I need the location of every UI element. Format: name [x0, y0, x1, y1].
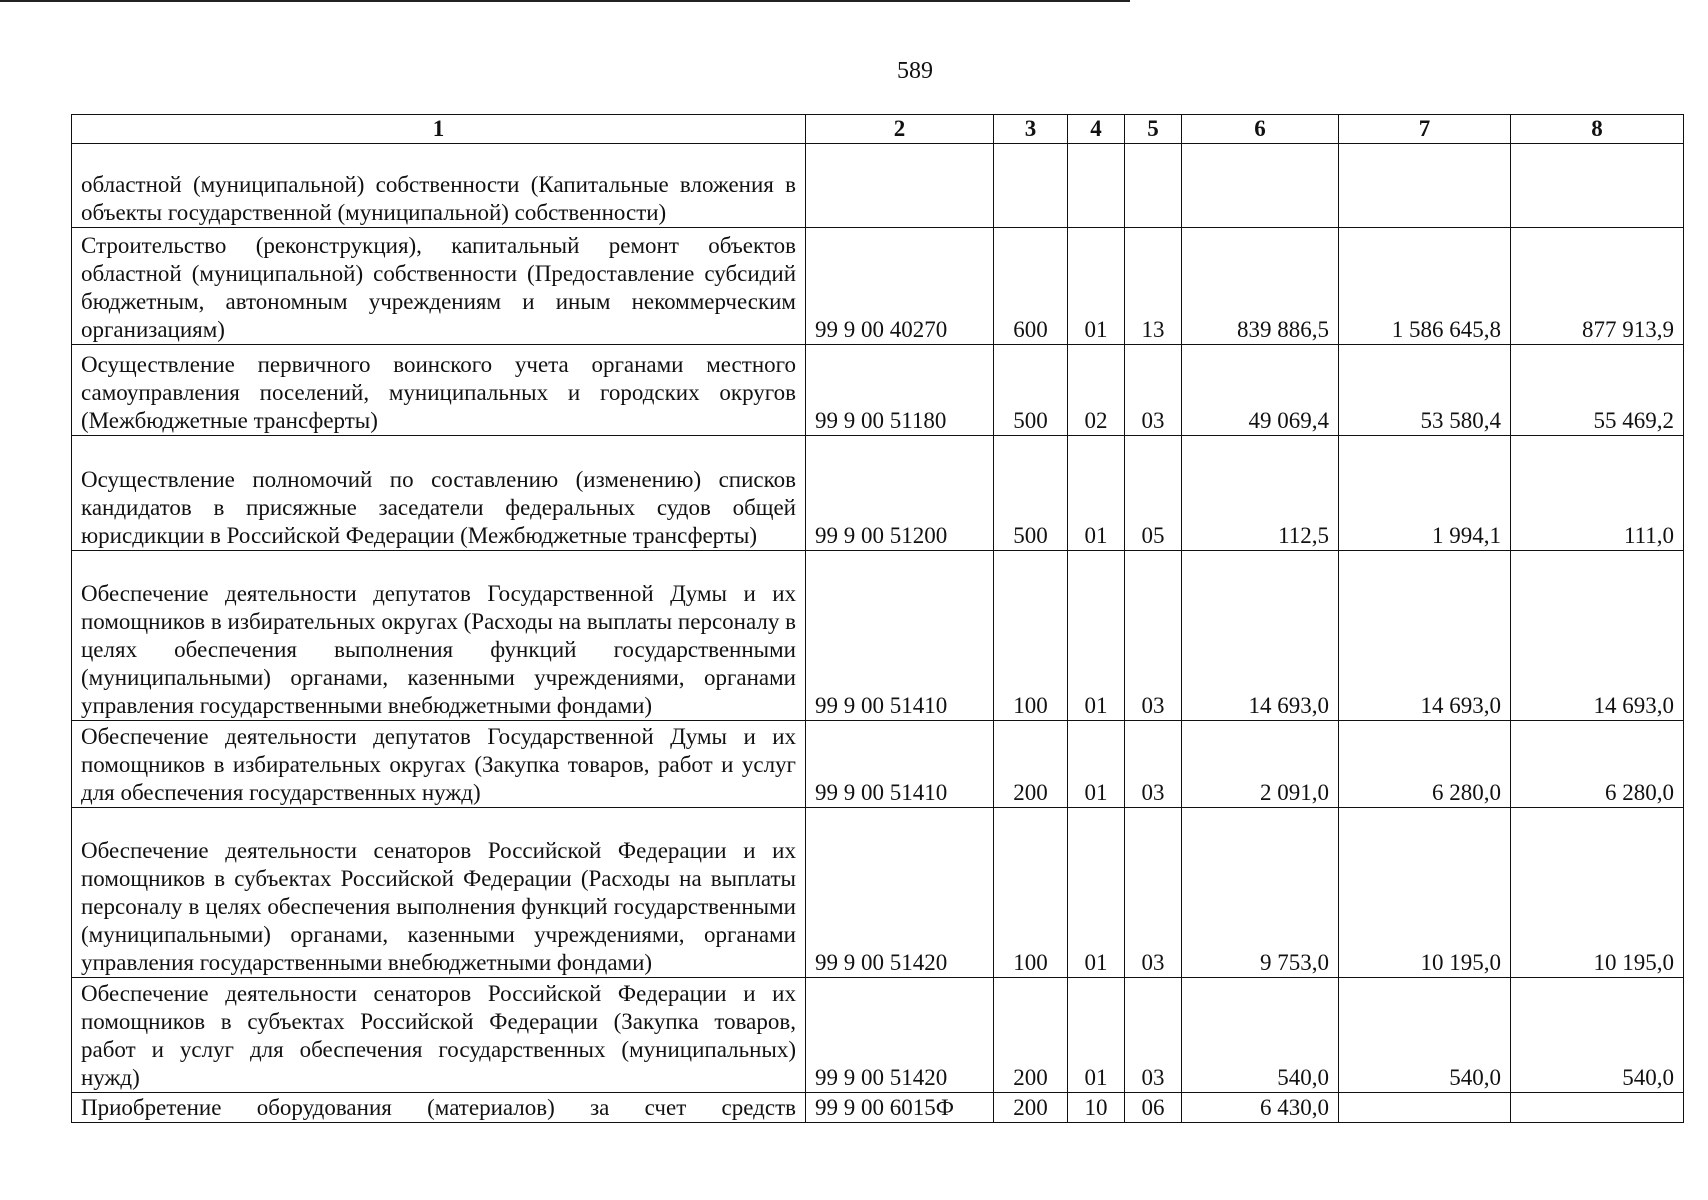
amount-col-8: [1511, 1093, 1684, 1123]
header-cell: 3: [994, 115, 1068, 144]
expense-type-code: 600: [994, 228, 1068, 345]
page-number: 589: [897, 58, 933, 84]
amount-col-6: 839 886,5: [1182, 228, 1339, 345]
row-description: Осуществление полномочий по составлению (изменению) списков кандидатов в присяжные заседатели федеральных судов общей юрисдикции в Российской Федерации (Межбюджетные трансферты): [72, 436, 806, 551]
amount-col-8: 55 469,2: [1511, 345, 1684, 436]
subsection-code: [1125, 144, 1182, 228]
subsection-code: 03: [1125, 551, 1182, 721]
target-article-code: 99 9 00 51420: [806, 978, 994, 1093]
header-cell: 5: [1125, 115, 1182, 144]
amount-col-7: 14 693,0: [1339, 551, 1511, 721]
section-code: 01: [1068, 721, 1125, 808]
amount-col-8: [1511, 144, 1684, 228]
target-article-code: 99 9 00 40270: [806, 228, 994, 345]
amount-col-7: [1339, 1093, 1511, 1123]
amount-col-6: 2 091,0: [1182, 721, 1339, 808]
table-row: [72, 1093, 1684, 1123]
amount-col-6: 49 069,4: [1182, 345, 1339, 436]
target-article-code: 99 9 00 51410: [806, 721, 994, 808]
section-code: 01: [1068, 436, 1125, 551]
section-code: 02: [1068, 345, 1125, 436]
header-row: [72, 115, 1684, 144]
row-description: областной (муниципальной) собственности (Капитальные вложения в объекты государственной (муниципальной) собственности): [72, 144, 806, 228]
section-code: 01: [1068, 978, 1125, 1093]
top-rule: [0, 0, 1130, 2]
section-code: [1068, 144, 1125, 228]
expense-type-code: 200: [994, 978, 1068, 1093]
amount-col-7: 1 586 645,8: [1339, 228, 1511, 345]
amount-col-7: 6 280,0: [1339, 721, 1511, 808]
target-article-code: [806, 144, 994, 228]
subsection-code: 13: [1125, 228, 1182, 345]
row-description: Обеспечение деятельности депутатов Государственной Думы и их помощников в избирательных округах (Расходы на выплаты персоналу в целях обеспечения выполнения функций государственными (муниципальными) органами, казенными учреждениями, органами управления государственными внебюджетными фондами): [72, 551, 806, 721]
subsection-code: 03: [1125, 345, 1182, 436]
table-row: [72, 721, 1684, 808]
row-description: Осуществление первичного воинского учета органами местного самоуправления поселений, муниципальных и городских округов (Межбюджетные трансферты): [72, 345, 806, 436]
row-description: Обеспечение деятельности сенаторов Российской Федерации и их помощников в субъектах Российской Федерации (Расходы на выплаты персоналу в целях обеспечения выполнения функций государственными (муниципальными) органами, казенными учреждениями, органами управления государственными внебюджетными фондами): [72, 808, 806, 978]
table-row: [72, 551, 1684, 721]
amount-col-7: 10 195,0: [1339, 808, 1511, 978]
amount-col-8: 540,0: [1511, 978, 1684, 1093]
target-article-code: 99 9 00 51200: [806, 436, 994, 551]
header-cell: 1: [72, 115, 806, 144]
target-article-code: 99 9 00 51420: [806, 808, 994, 978]
amount-col-8: 6 280,0: [1511, 721, 1684, 808]
expense-type-code: 500: [994, 345, 1068, 436]
amount-col-6: [1182, 144, 1339, 228]
table-row: [72, 808, 1684, 978]
amount-col-7: 1 994,1: [1339, 436, 1511, 551]
section-code: 01: [1068, 228, 1125, 345]
subsection-code: 06: [1125, 1093, 1182, 1123]
table-row: [72, 978, 1684, 1093]
header-cell: 6: [1182, 115, 1339, 144]
header-cell: 8: [1511, 115, 1684, 144]
section-code: 01: [1068, 808, 1125, 978]
amount-col-6: 540,0: [1182, 978, 1339, 1093]
row-description: Строительство (реконструкция), капитальный ремонт объектов областной (муниципальной) собственности (Предоставление субсидий бюджетным, автономным учреждениям и иным некоммерческим организациям): [72, 228, 806, 345]
row-description: Приобретение оборудования (материалов) за счет средств: [72, 1093, 806, 1123]
table-row: [72, 436, 1684, 551]
header-cell: 7: [1339, 115, 1511, 144]
section-code: 10: [1068, 1093, 1125, 1123]
expense-type-code: [994, 144, 1068, 228]
amount-col-8: 877 913,9: [1511, 228, 1684, 345]
expense-type-code: 100: [994, 551, 1068, 721]
budget-table: [71, 114, 1684, 1123]
amount-col-6: 9 753,0: [1182, 808, 1339, 978]
amount-col-8: 14 693,0: [1511, 551, 1684, 721]
amount-col-6: 6 430,0: [1182, 1093, 1339, 1123]
target-article-code: 99 9 00 51180: [806, 345, 994, 436]
amount-col-8: 10 195,0: [1511, 808, 1684, 978]
subsection-code: 05: [1125, 436, 1182, 551]
header-cell: 2: [806, 115, 994, 144]
subsection-code: 03: [1125, 808, 1182, 978]
amount-col-6: 112,5: [1182, 436, 1339, 551]
expense-type-code: 200: [994, 721, 1068, 808]
expense-type-code: 100: [994, 808, 1068, 978]
table-row: [72, 345, 1684, 436]
target-article-code: 99 9 00 51410: [806, 551, 994, 721]
subsection-code: 03: [1125, 721, 1182, 808]
expense-type-code: 500: [994, 436, 1068, 551]
target-article-code: 99 9 00 6015Ф: [806, 1093, 994, 1123]
table-row: [72, 228, 1684, 345]
row-description: Обеспечение деятельности сенаторов Российской Федерации и их помощников в субъектах Российской Федерации (Закупка товаров, работ и услуг для обеспечения государственных (муниципальных) нужд): [72, 978, 806, 1093]
subsection-code: 03: [1125, 978, 1182, 1093]
amount-col-7: [1339, 144, 1511, 228]
amount-col-8: 111,0: [1511, 436, 1684, 551]
header-cell: 4: [1068, 115, 1125, 144]
amount-col-7: 53 580,4: [1339, 345, 1511, 436]
section-code: 01: [1068, 551, 1125, 721]
amount-col-6: 14 693,0: [1182, 551, 1339, 721]
expense-type-code: 200: [994, 1093, 1068, 1123]
table-row: [72, 144, 1684, 228]
row-description: Обеспечение деятельности депутатов Государственной Думы и их помощников в избирательных округах (Закупка товаров, работ и услуг для обеспечения государственных нужд): [72, 721, 806, 808]
amount-col-7: 540,0: [1339, 978, 1511, 1093]
